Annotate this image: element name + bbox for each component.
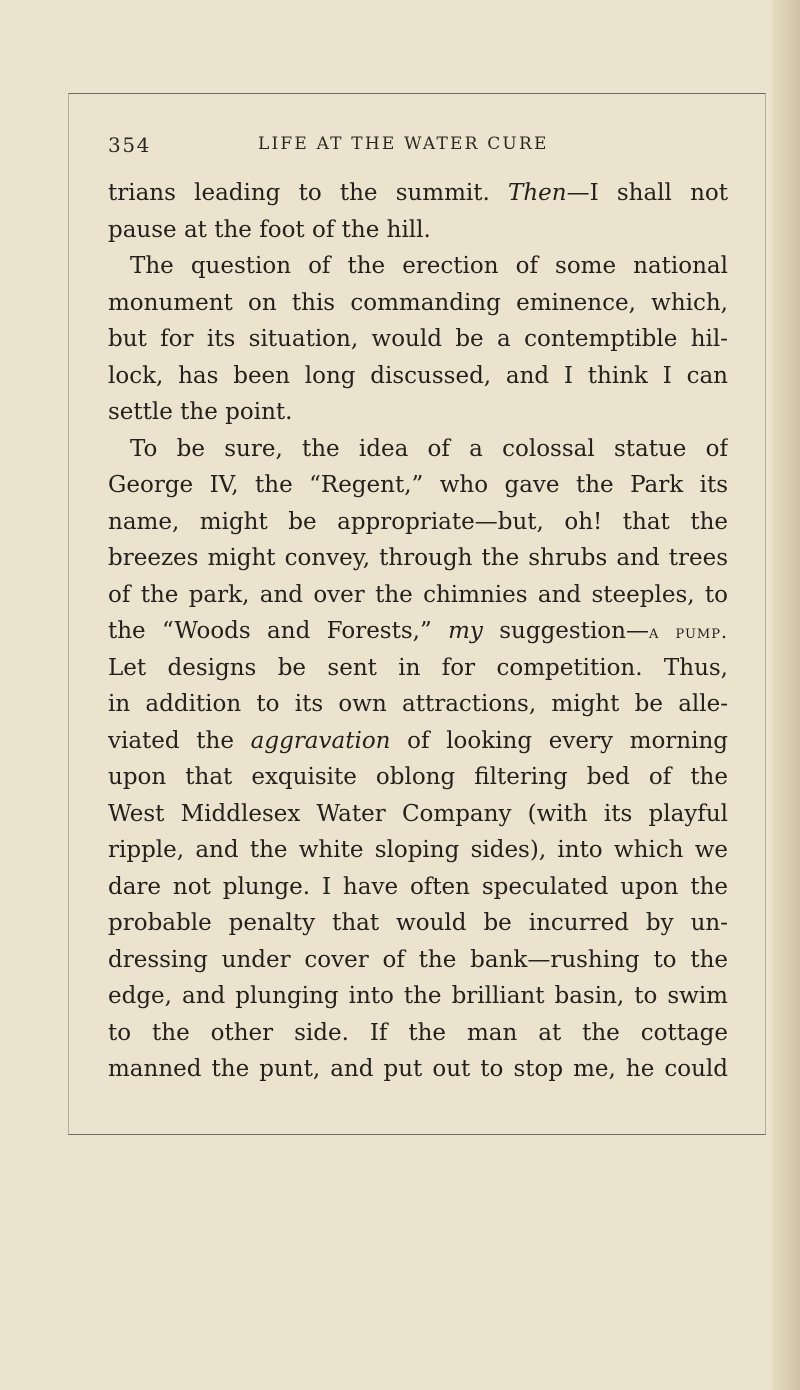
text-line: dressing under cover of the bank—rushing to the <box>108 946 728 973</box>
text-line: George IV, the “Regent,” who gave the Park its <box>108 472 728 498</box>
text-line: dare not plunge. I have often speculated upon the <box>108 873 728 900</box>
text-line: viated the aggravation of looking every morning <box>108 727 728 754</box>
text-line: upon that exquisite oblong filtering bed of the <box>108 764 728 790</box>
text-line: the “Woods and Forests,” my suggestion—a pump. <box>108 618 728 644</box>
text-line: edge, and plunging into the brilliant basin, to swim <box>108 983 728 1009</box>
text-line: name, might be appropriate—but, oh! that the <box>108 508 728 535</box>
scan-edge <box>772 0 800 1390</box>
text-line: to the other side. If the man at the cottage <box>108 1019 728 1046</box>
text-line: monument on this commanding eminence, which, <box>108 289 728 316</box>
paragraph-start: The question of the erection of some national <box>130 253 728 279</box>
text-line: pause at the foot of the hill. <box>108 216 431 243</box>
text-line: settle the point. <box>108 399 293 425</box>
running-title: LIFE AT THE WATER CURE <box>258 134 549 154</box>
text-line: lock, has been long discussed, and I think I can <box>108 362 728 389</box>
text-line: West Middlesex Water Company (with its playful <box>108 800 728 827</box>
text-line: but for its situation, would be a contemptible hil- <box>108 326 728 352</box>
text-line: manned the punt, and put out to stop me, he could <box>108 1056 728 1082</box>
text-line: in addition to its own attractions, might be alle- <box>108 691 728 717</box>
body-text <box>108 175 728 1088</box>
text-line: of the park, and over the chimnies and steeples, to <box>108 581 728 608</box>
text-line: breezes might convey, through the shrubs and trees <box>108 545 728 571</box>
text-line: ripple, and the white sloping sides), into which we <box>108 837 728 863</box>
text-line: trians leading to the summit. Then—I shall not <box>108 180 728 206</box>
text-line: probable penalty that would be incurred by un- <box>108 910 728 936</box>
text-line: Let designs be sent in for competition. Thus, <box>108 654 728 681</box>
italic-emphasis: aggravation <box>250 727 391 754</box>
paragraph-start: To be sure, the idea of a colossal statue of <box>130 435 728 462</box>
running-head <box>108 133 588 161</box>
italic-emphasis: my <box>448 618 483 644</box>
italic-emphasis: Then <box>508 180 567 206</box>
small-caps-emphasis: a pump. <box>648 621 728 643</box>
page-number: 354 <box>108 133 151 157</box>
